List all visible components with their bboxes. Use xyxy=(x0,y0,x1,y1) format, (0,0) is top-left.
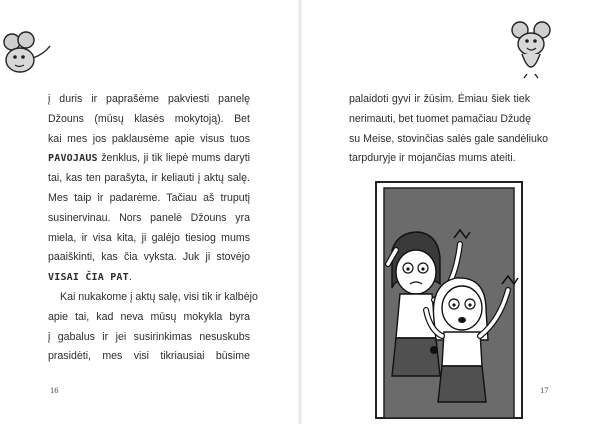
text-line: Džouns (mūsų klasės mokytoją). Bet xyxy=(48,112,250,125)
girls-in-doorway-illustration xyxy=(374,180,524,420)
left-page-text xyxy=(48,90,258,367)
text-line: apie tai, kad neva mūsų mokykla byra xyxy=(48,310,250,323)
emphasis-word: VISAI ČIA PAT xyxy=(48,272,129,284)
text-line: prasidėti, mes visi tikriausiai būsime xyxy=(48,350,250,363)
text-line: Mes taip ir padarėme. Tačiau aš truputį xyxy=(48,191,250,204)
text-line: nerimauti, bet tuomet pamačiau Džudę xyxy=(349,112,531,125)
right-page-text xyxy=(349,90,549,169)
text-line: į duris ir paprašėme pakviesti panelę xyxy=(48,93,250,105)
text-line: palaidoti gyvi ir žūsim. Ėmiau šiek tiek xyxy=(349,93,530,105)
text-line: VISAI ČIA PAT. xyxy=(48,271,132,284)
emphasis-word: PAVOJAUS xyxy=(48,153,98,165)
text-line: PAVOJAUS ženklus, ji tik liepė mums daryti xyxy=(48,152,250,165)
text-line: susinervinau. Nors panelė Džouns yra xyxy=(48,211,250,224)
text-line: kai mes jos paklausėme apie visus tuos xyxy=(48,132,250,145)
text-line: paaiškinti, kas čia vyksta. Juk ji stovėjo xyxy=(48,251,250,264)
mouse-doodle-icon xyxy=(0,30,54,80)
text-line: Kai nukakome į aktų salę, visi tik ir kalbėjo xyxy=(60,290,258,303)
right-page xyxy=(300,0,600,424)
text-line: tai, kas ten parašyta, ir keliauti į aktų salę. xyxy=(48,172,250,185)
mouse-doodle-icon xyxy=(506,18,560,80)
text-line: miela, ir visa kita, ji galėjo tiesiog mums xyxy=(48,231,250,244)
text-line: su Meise, stovinčias salės gale sandėliuko xyxy=(349,132,549,145)
page-number: 17 xyxy=(540,385,549,395)
text-line: į gabalus ir jei susirinkimas nesuskubs xyxy=(48,330,250,343)
text-line: tarpduryje ir mojančias mums ateiti. xyxy=(349,152,516,165)
page-number: 16 xyxy=(50,385,59,395)
